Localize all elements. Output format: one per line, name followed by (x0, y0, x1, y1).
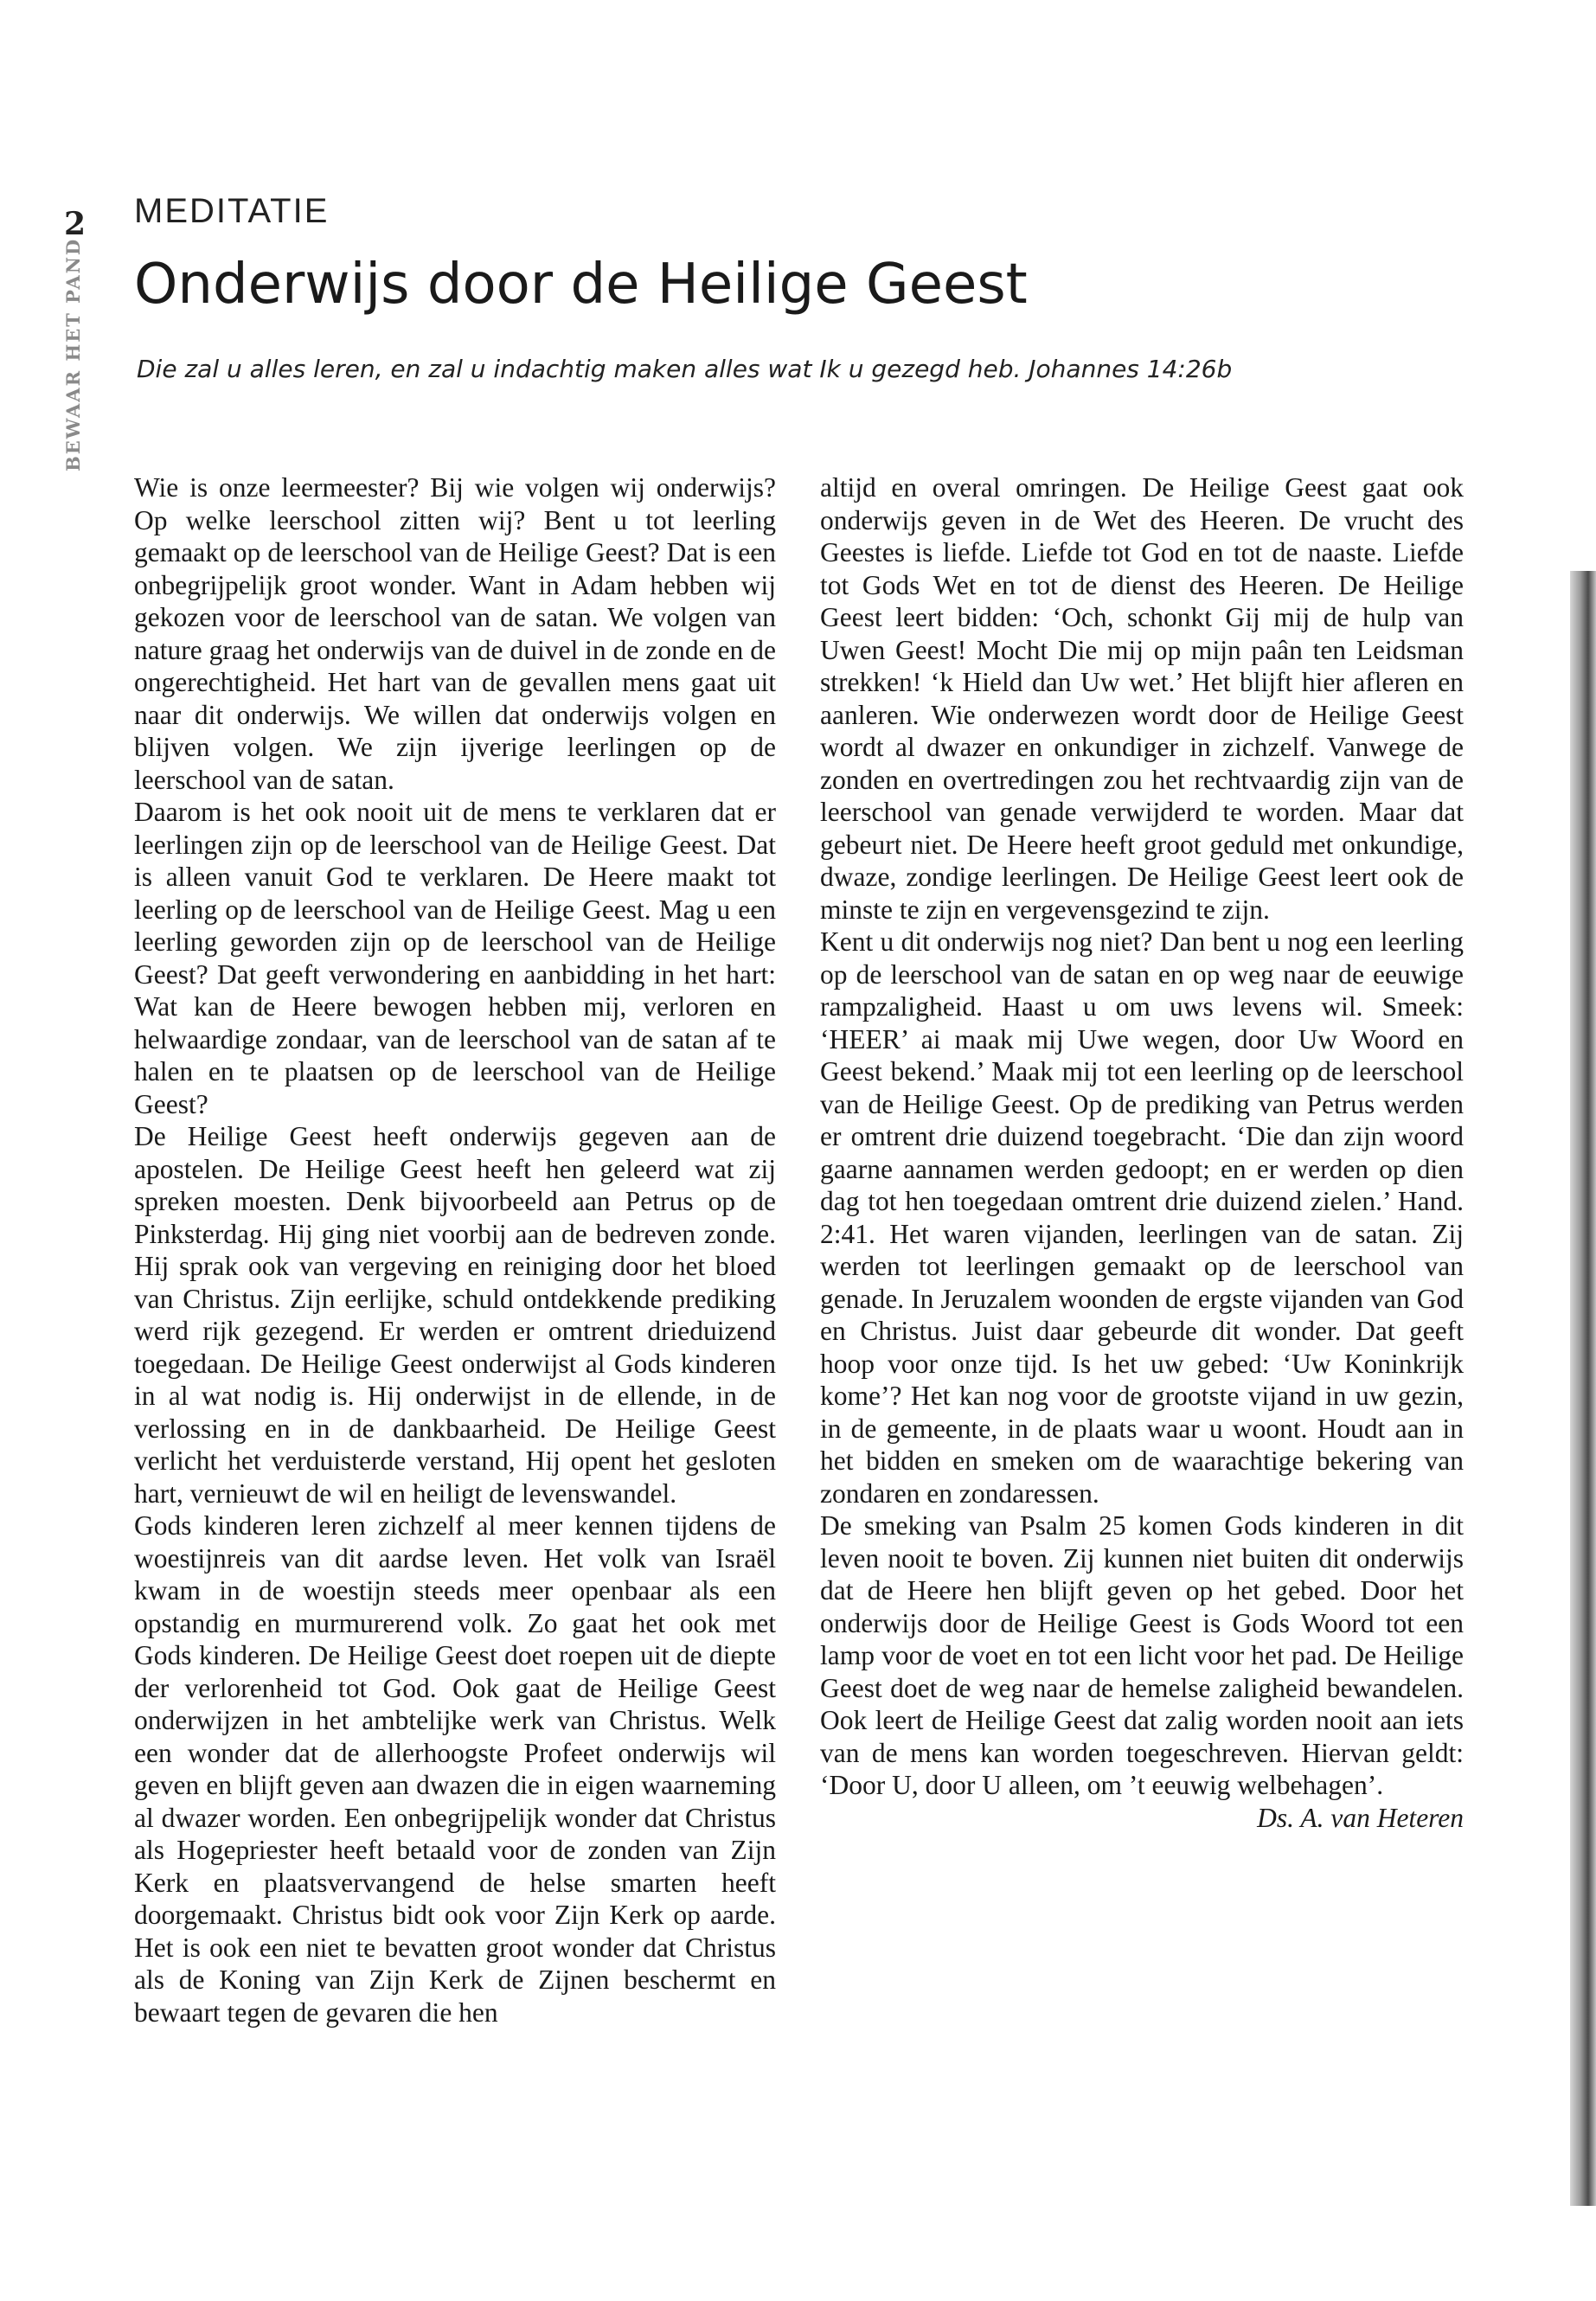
side-label: BEWAAR HET PAND (62, 237, 84, 471)
page-title: Onderwijs door de Heilige Geest (134, 253, 1028, 317)
article-paragraph: Daarom is het ook nooit uit de mens te verklaren dat er leerlingen zijn op de leerschool van de Heilige Geest. Dat is alleen vanuit God te verklaren. De Heere maakt tot leerling op de leerschool van de Heilige Geest. Mag u een leerling geworden zijn op de leerschool van de Heilige Geest? Dat geeft verwondering en aanbidding in het hart: Wat kan de Heere bewogen hebben mij, verloren en helwaardige zondaar, van de leerschool van de satan af te halen en te plaatsen op de leerschool van de Heilige Geest? (134, 797, 776, 1119)
article-paragraph: Gods kinderen leren zichzelf al meer kennen tijdens de woestijnreis van dit aardse leven. Het volk van Israël kwam in de woestijn steeds meer openbaar als een opstandig en murmurerend volk. Zo gaat het ook met Gods kinderen. De Heilige Geest doet roepen uit de diepte der verlorenheid tot God. Ook gaat de Heilige Geest onderwijzen in het ambtelijke werk van Christus. Welk een wonder dat de allerhoogste Profeet onderwijs wil geven en blijft geven aan dwazen die in eigen waarneming al dwazer worden. Een onbegrijpelijk wonder dat Christus als Hogepriester heeft betaald voor de zonden van Zijn Kerk en plaatsvervangend de helse smarten heeft doorgemaakt. Christus bidt ook voor Zijn Kerk op aarde. Het is ook een niet te bevatten groot wonder dat Christus als de Koning van Zijn Kerk de Zijnen beschermt en bewaart tegen de gevaren die hen (134, 1510, 776, 2028)
article-paragraph: De smeking van Psalm 25 komen Gods kinderen in dit leven nooit te boven. Zij kunnen niet buiten dit onderwijs dat de Heere hen blijft geven op het gebed. Door het onderwijs door de Heilige Geest is Gods Woord tot een lamp voor de voet en tot een licht voor het pad. De Heilige Geest doet de weg naar de hemelse zaligheid bewandelen. Ook leert de Heilige Geest dat zalig worden nooit aan iets van de mens kan worden toegeschreven. Hiervan geldt: ‘Door U, door U alleen, om ’t eeuwig welbehagen’. (820, 1510, 1464, 1800)
article-paragraph: De Heilige Geest heeft onderwijs gegeven aan de apostelen. De Heilige Geest heeft hen geleerd wat zij spreken moesten. Denk bijvoorbeeld aan Petrus op de Pinksterdag. Hij ging niet voorbij aan de bedreven zonde. Hij sprak ook van vergeving en reiniging door het bloed van Christus. Zijn eerlijke, schuld ontdekkende prediking werd rijk gezegend. Er werden er omtrent drieduizend toegedaan. De Heilige Geest onderwijst al Gods kinderen in al wat nodig is. Hij onderwijst in de ellende, in de verlossing en in de dankbaarheid. De Heilige Geest verlicht het verduisterde verstand, Hij opent het gesloten hart, vernieuwt de wil en heiligt de levenswandel. (134, 1121, 776, 1509)
article-column-right (820, 471, 1464, 1834)
article-paragraph: Kent u dit onderwijs nog niet? Dan bent u nog een leerling op de leerschool van de satan en op weg naar de eeuwige rampzaligheid. Haast u om uws levens wil. Smeek: ‘HEER’ ai maak mij Uwe wegen, door Uw Woord en Geest bekend.’ Maak mij tot een leerling op de leerschool van de Heilige Geest. Op de prediking van Petrus werden er omtrent drie duizend toegebracht. ‘Die dan zijn woord gaarne aannamen werden gedoopt; en er werden op dien dag tot hen toegedaan omtrent drie duizend zielen.’ Hand. 2:41. Het waren vijanden, leerlingen van de satan. Zij werden tot leerlingen gemaakt op de leerschool van genade. In Jeruzalem woonden de ergste vijanden van God en Christus. Juist daar gebeurde dit wonder. Dat geeft hoop voor onze tijd. Is het uw gebed: ‘Uw Koninkrijk kome’? Het kan nog voor de grootste vijand in uw gezin, in de gemeente, in de plaats waar u woont. Houdt aan in het bidden en smeken om de waarachtige bekering van zondaren en zondaressen. (820, 926, 1464, 1509)
photo-edge-image (1570, 571, 1596, 2206)
section-label: MEDITATIE (134, 192, 330, 230)
page-number: 2 (64, 206, 87, 242)
article-paragraph: Wie is onze leermeester? Bij wie volgen wij onderwijs? Op welke leerschool zitten wij? Bent u tot leerling gemaakt op de leerschool van de Heilige Geest? Dat is een onbegrijpelijk groot wonder. Want in Adam hebben wij gekozen voor de leerschool van de satan. We volgen van nature graag het onderwijs van de duivel in de zonde en de ongerechtigheid. Het hart van de gevallen mens gaat uit naar dit onderwijs. We willen dat onderwijs volgen en blijven volgen. We zijn ijverige leerlingen op de leerschool van de satan. (134, 472, 776, 795)
author-signature: Ds. A. van Heteren (1257, 1802, 1464, 1833)
article-column-left (134, 471, 776, 2029)
article-paragraph: altijd en overal omringen. De Heilige Geest gaat ook onderwijs geven in de Wet des Heeren. De vrucht des Geestes is liefde. Liefde tot God en tot de naaste. Liefde tot Gods Wet en tot de dienst des Heeren. De Heilige Geest leert bidden: ‘Och, schonkt Gij mij de hulp van Uwen Geest! Mocht Die mij op mijn paân ten Leidsman strekken! ‘k Hield dan Uw wet.’ Het blijft hier afleren en aanleren. Wie onderwezen wordt door de Heilige Geest wordt al dwazer en onkundiger in zichzelf. Vanwege de zonden en overtredingen zou het rechtvaardig zijn van de leerschool van genade verwijderd te worden. Maar dat gebeurt niet. De Heere heeft groot geduld met onkundige, dwaze, zondige leerlingen. De Heilige Geest leert ook de minste te zijn en vergevensgezind te zijn. (820, 472, 1464, 925)
bible-verse-subtitle: Die zal u alles leren, en zal u indachtig maken alles wat Ik u gezegd heb. Johannes 14:26b (137, 355, 1233, 383)
